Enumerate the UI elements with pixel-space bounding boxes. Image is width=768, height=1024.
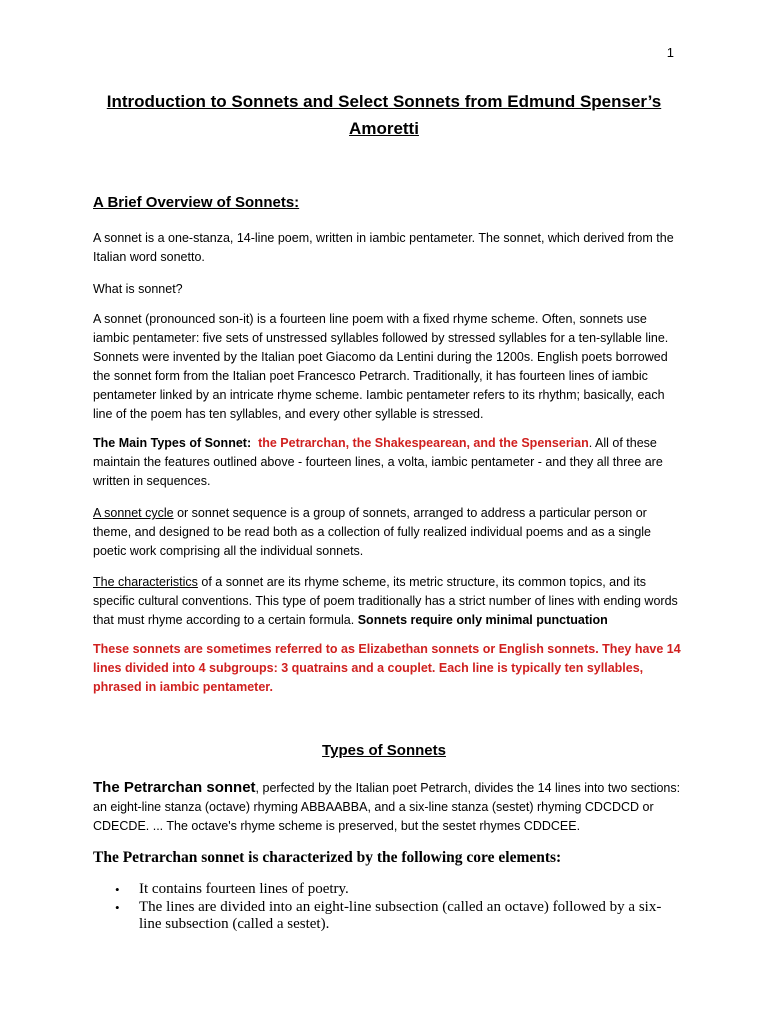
petrarchan-paragraph [93,778,683,836]
page-title: Introduction to Sonnets and Select Sonnets from Edmund Spenser’s Amoretti [106,92,662,138]
core-elements-list [93,881,683,934]
core-elements-heading: The Petrarchan sonnet is characterized by the following core elements: [93,849,562,866]
characteristics-bold: Sonnets require only minimal punctuation [357,613,608,627]
main-types-paragraph [93,434,683,491]
page-number: 1 [666,45,674,60]
list-item: • The lines are divided into an eight-line subsection (called an octave) followed by a six-line subsection (called a sestet). [93,899,683,933]
main-types-list: the Petrarchan, the Shakespearean, and the Spenserian [258,436,589,450]
petrarchan-rest: , perfected by the Italian poet Petrarch, divides the 14 lines into two sections: an eight-line stanza (octave) rhyming ABBAABBA, and a six-line stanza (sestet) rhyming CDCDCD or CDECDE. ... The octave's rhyme scheme is preserved, but the sestet rhymes CDDCEE. [93,781,681,833]
overview-paragraph-1: A sonnet is a one-stanza, 14-line poem, written in iambic pentameter. The sonnet, which derived from the Italian word sonetto. [93,231,674,264]
characteristics-paragraph [93,573,683,630]
characteristics-term: The characteristics [93,575,198,589]
main-types-rest: . All of these maintain the features outlined above - fourteen lines, a volta, iambic pentameter - and they all three are written in sequences. [93,436,663,488]
sonnet-cycle-paragraph [93,504,683,561]
sonnet-cycle-rest: or sonnet sequence is a group of sonnets, arranged to address a particular person or theme, and designed to be read both as a collection of fully realized individual poems and as a single poetic work comprising all the individual sonnets. [93,506,651,558]
characteristics-rest: of a sonnet are its rhyme scheme, its metric structure, its common topics, and its specific cultural conventions. This type of poem traditionally has a strict number of lines with ending words that must rhyme according to a certain formula. [93,575,678,627]
main-types-label: The Main Types of Sonnet: [93,436,252,450]
what-is-sonnet-question: What is sonnet? [93,282,183,296]
sonnet-cycle-term: A sonnet cycle [93,506,174,520]
list-item: • It contains fourteen lines of poetry. [93,881,683,898]
overview-paragraph-2: A sonnet (pronounced son-it) is a fourteen line poem with a fixed rhyme scheme. Often, sonnets use iambic pentameter: five sets of unstressed syllables followed by stressed syllables for a ten-syllable line. Sonnets were invented by the Italian poet Giacomo da Lentini during the 1200s. English poets borrowed the sonnet form from the Italian poet Francesco Petrarch. Traditionally, it has fourteen lines of iambic pentameter linked by an intricate rhyme scheme. Iambic pentameter refers to its rhythm; basically, each line of the poem has ten syllables, and every other syllable is stressed. [93,312,669,421]
elizabethan-paragraph: These sonnets are sometimes referred to as Elizabethan sonnets or English sonnets. They have 14 lines divided into 4 subgroups: 3 quatrains and a couplet. Each line is typically ten syllables, phrased in iambic pentameter. [93,642,681,694]
overview-heading: A Brief Overview of Sonnets: [93,194,300,211]
types-heading: Types of Sonnets [322,742,446,759]
petrarchan-lead: The Petrarchan sonnet [93,779,256,796]
